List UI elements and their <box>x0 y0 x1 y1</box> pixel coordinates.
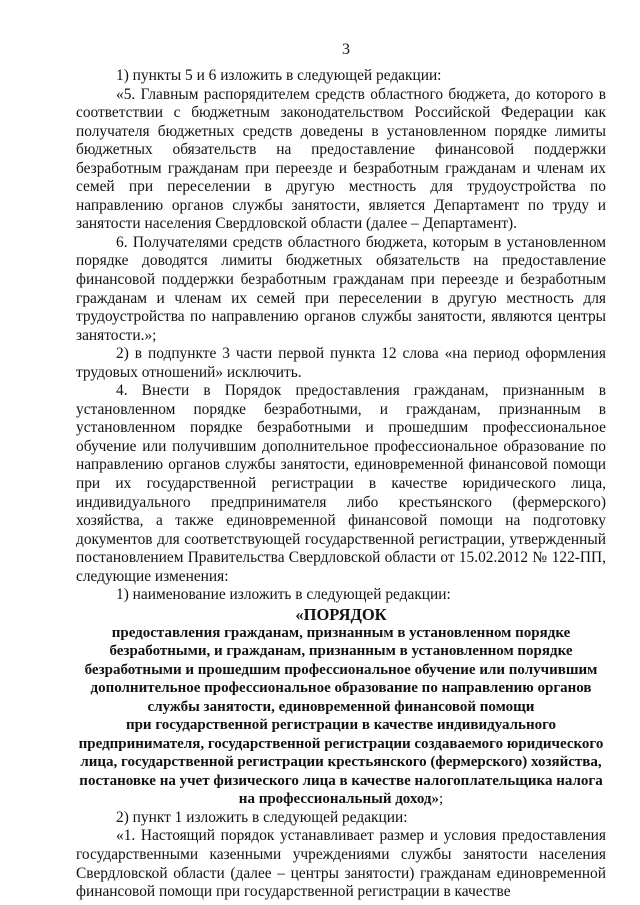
order-title-line: службы занятости, единовременной финансовой помощи <box>147 698 535 715</box>
order-title-line: постановке на учет физического лица в качестве налогоплательщика налога <box>79 772 603 789</box>
paragraph-section-4: 4. Внести в Порядок предоставления гражданам, признанным в установленном порядке безработными, и гражданам, признанным в установленном порядке безработными и прошедшим профессиональное обучение или получившим дополнительное профессиональное образование по направлению органов службы занятости, единовременной финансовой помощи при их государственной регистрации в качестве юридического лица, индивидуального предпринимателя либо крестьянского (фермерского) хозяйства, а также единовременной финансовой помощи на подготовку документов для соответствующей государственной регистрации, утвержденный постановлением Правительства Свердловской области от 15.02.2012 № 122-ПП, следующие изменения: <box>76 382 606 585</box>
paragraph-point-5: «5. Главным распорядителем средств областного бюджета, до которого в соответствии с бюджетным законодательством Российской Федерации как получателя бюджетных средств доведены в установленном порядке лимиты бюджетных обязательств на предоставление финансовой поддержки безработным гражданам при переезде и безработным гражданам и членам их семей при переселении в другую местность для трудоустройства по направлению органов службы занятости, является Департамент по труду и занятости населения Свердловской области (далее – Департамент). <box>76 85 606 233</box>
document-body <box>76 67 606 902</box>
order-title-line: безработными и прошедшим профессиональное обучение или получившим <box>84 661 598 678</box>
order-title-line: лица, государственной регистрации крестьянского (фермерского) хозяйства, <box>80 754 602 771</box>
order-title-line: предоставления гражданам, признанным в установленном порядке <box>111 624 571 641</box>
order-title-line: безработными, и гражданам, признанным в установленном порядке <box>109 643 573 660</box>
order-title-tail: ; <box>439 791 444 808</box>
order-title-last-text: на профессиональный доход» <box>238 791 440 808</box>
order-title <box>76 605 606 809</box>
paragraph-new-point-1: «1. Настоящий порядок устанавливает размер и условия предоставления государственными казенными учреждениями службы занятости населения Свердловской области (далее – центры занятости) гражданам единовременной финансовой помощи при государственной регистрации в качестве <box>76 827 606 901</box>
paragraph-point-6: 6. Получателями средств областного бюджета, которым в установленном порядке доводятся лимиты бюджетных обязательств на предоставление финансовой поддержки безработным гражданам при переезде и безработным гражданам и членам их семей при переселении в другую местность для трудоустройства по направлению органов службы занятости, являются центры занятости.»; <box>76 233 606 344</box>
order-title-line: дополнительное профессиональное образование по направлению органов <box>90 680 592 697</box>
page-number: 3 <box>342 41 350 58</box>
order-title-last-line <box>76 790 606 809</box>
order-title-heading: «ПОРЯДОК <box>295 604 387 624</box>
paragraph-item-1: 1) пункты 5 и 6 изложить в следующей редакции: <box>116 67 442 84</box>
paragraph-item-2: 2) в подпункте 3 части первой пункта 12 слова «на период оформления трудовых отношений» исключить. <box>76 345 606 381</box>
paragraph-title-intro: 1) наименование изложить в следующей редакции: <box>116 586 451 604</box>
paragraph-item-2-point-1: 2) пункт 1 изложить в следующей редакции: <box>116 808 408 826</box>
order-title-line: предпринимателя, государственной регистрации создаваемого юридического <box>78 735 604 752</box>
order-title-line: при государственной регистрации в качестве индивидуального <box>125 717 557 734</box>
